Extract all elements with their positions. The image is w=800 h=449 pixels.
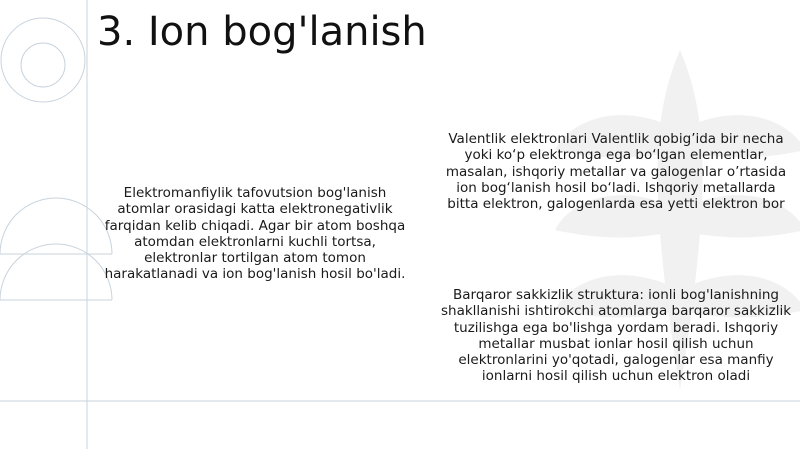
outer-circle <box>1 18 85 102</box>
inner-circle <box>21 43 65 87</box>
slide-title: 3. Ion bog'lanish <box>97 9 427 55</box>
left-text-block: Elektromanfiylik tafovutsion bog'lanish atomlar orasidagi katta elektronegativlik farqidan kelib chiqadi. Agar bir atom boshqa atomdan elektronlarni kuchli tortsa, elektronlar tortilgan atom tomon harakatlanadi va ion bog'lanish hosil bo'ladi. <box>104 185 406 283</box>
right-text-block-octet: Barqaror sakkizlik struktura: ionli bog'lanishning shakllanishi ishtirokchi atomlarga barqaror sakkizlik tuzilishga ega bo'lishga yordam beradi. Ishqoriy metallar musbat ionlar hosil qilish uchun elektronlarini yo'qotadi, galogenlar esa manfiy ionlarni hosil qilish uchun elektron oladi <box>440 287 792 385</box>
right-text-block-valence: Valentlik elektronlari Valentlik qobig’ida bir necha yoki ko‘p elektronga ega bo‘lgan elementlar, masalan, ishqoriy metallar va galogenlar o’rtasida ion bog‘lanish hosil bo‘ladi. Ishqoriy metallarda bitta elektron, galogenlarda esa yetti elektron bor <box>445 131 787 213</box>
